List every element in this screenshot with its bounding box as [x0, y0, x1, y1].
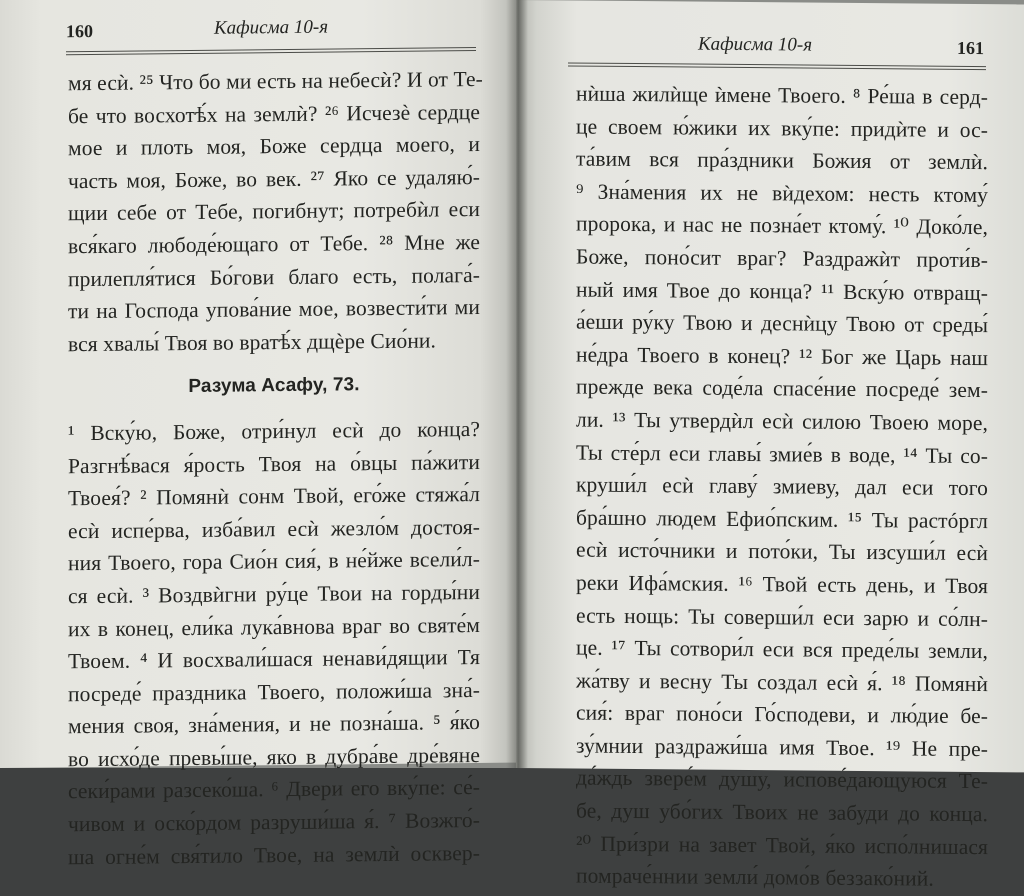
text-line: ния Твоего, гора Сио́н сия́, в не́йже всели́л-: [68, 547, 480, 576]
text-line: бра́шно людем Ефио́пским. ¹⁵ Ты растóргл: [576, 505, 988, 533]
text-line: це. ¹⁷ Ты сотвори́л еси вся преде́лы земли,: [576, 635, 988, 664]
right-page-body: [576, 78, 988, 896]
text-line: сия́: враг поно́си Го́сподеви, и лю́дие бе-: [576, 700, 988, 729]
page-number: 161: [957, 37, 984, 59]
text-line: посреде́ праздника Твоего, положи́ша зна́-: [68, 677, 480, 706]
text-line: Разгнѣ́вася я́рость Твоя на о́вцы па́жити: [68, 449, 480, 478]
text-line: ся есѝ. ³ Воздвѝгни ру́це Твои на горды́ни: [68, 579, 480, 609]
running-title: Кафисма 10-я: [214, 16, 329, 39]
text-line: Ты сте́рл еси главы́ змие́в в воде, ¹⁴ Ты со-: [576, 440, 988, 468]
text-line: есѝ исто́чники и пото́ки, Ты изсуши́л есѝ: [576, 537, 988, 566]
text-line: во исхо́де превы́ше, яко в дубра́ве дре́вяне: [68, 742, 480, 772]
text-line: ⁹ Зна́мения их не вѝдехом: несть ктому́: [576, 179, 988, 207]
text-line: их в конец, ели́ка лука́внова враг во святе́м: [68, 612, 480, 641]
text-line: зу́мнии раздражи́ша имя Твое. ¹⁹ Не пре-: [576, 733, 988, 761]
text-line: жа́тву и весну Ты создал есѝ я́. ¹⁸ Помянѝ: [576, 668, 988, 696]
text-line: не́дра Твоего в конец? ¹² Бог же Царь наш: [576, 342, 988, 370]
text-line: ¹ Вску́ю, Боже, отри́нул есѝ до конца?: [68, 416, 480, 446]
text-line: а́еши ру́ку Твою и деснѝцу Твою от среды́: [576, 309, 988, 338]
text-line: да́ждь звере́м душу, испове́дающуюся Те-: [576, 765, 988, 794]
left-page-header: [66, 13, 474, 47]
text-line: Боже, поно́сит враг? Раздражѝт проти́в-: [576, 244, 988, 273]
text-line: есть нощь: Ты соверши́л еси зарю и со́лн-: [576, 603, 988, 631]
text-line: ²⁰ При́зри на завет Твой, я́ко испо́лнишася: [576, 831, 988, 859]
text-line: ти на Господа упова́ние мое, возвести́ти ми: [68, 295, 480, 324]
text-line: Твоея́? ² Помянѝ сонм Твой, его́же стяжа́л: [68, 482, 480, 511]
psalm-heading: Разума Асафу, 73.: [188, 374, 360, 398]
right-page: [516, 0, 1024, 891]
text-line: нѝша жилѝще ѝмене Твоего. ⁸ Ре́ша в серд-: [576, 81, 988, 110]
text-line: вся хвалы́ Твоя во вратѣ́х дщѐре Сио́ни.: [68, 328, 437, 357]
text-line: вся́каго любоде́ющаго от Тебе. ²⁸ Мне же: [68, 229, 480, 259]
header-rule: [568, 62, 986, 70]
text-line: помраче́ннии земли́ домо́в беззако́ний.: [576, 863, 934, 891]
text-line: бе что восхотѣ́х на землѝ? ²⁶ Исчезѐ сердце: [68, 99, 480, 128]
left-page: [0, 0, 516, 869]
text-line: прилепля́тися Бо́гови благо есть, полага́-: [68, 262, 480, 291]
text-line: есѝ испе́рва, изба́вил есѝ жезло́м достоя-: [68, 514, 480, 544]
text-line: мое и плоть моя, Боже сердца моего, и: [68, 132, 480, 161]
running-title: Кафисма 10-я: [698, 33, 813, 56]
text-line: щии себе от Тебе, погибнут; потребѝл еси: [68, 197, 480, 226]
text-line: мения своя, зна́мения, и не позна́ша. ⁵ я́ко: [68, 710, 480, 739]
text-line: Твоем. ⁴ И восхвали́шася ненави́дящии Тя: [68, 645, 480, 674]
page-number: 160: [66, 21, 93, 42]
header-rule: [66, 47, 476, 55]
text-line: ный имя Твое до конца? ¹¹ Вску́ю отвращ-: [576, 277, 988, 305]
right-page-header: [572, 30, 984, 64]
text-line: круши́л есѝ главу́ змиеву, дал еси того: [576, 472, 988, 501]
text-line: та́вим вся пра́здники Божия от землѝ.: [576, 146, 988, 175]
left-page-body: [68, 63, 483, 874]
text-line: пророка, и нас не позна́ет ктому́. ¹⁰ Доко́ле,: [576, 211, 988, 240]
text-line: це своем ю́жики их вку́пе: придѝте и ос-: [576, 114, 988, 142]
text-line: мя есѝ. ²⁵ Что бо ми есть на небесѝ? И от Те-: [68, 66, 483, 96]
text-line: бе, душ убо́гих Твоих не забуди до конца.: [576, 798, 988, 827]
text-line: реки Ифа́мския. ¹⁶ Твой есть день, и Твоя: [576, 570, 988, 599]
text-line: ша огне́м свя́тило Твое, на землѝ осквер-: [68, 840, 480, 869]
text-line: чивом и оско́рдом разруши́ша я́. ⁷ Возжго́-: [68, 808, 480, 837]
text-line: часть моя, Боже, во век. ²⁷ Яко се удаляю́-: [68, 164, 480, 194]
text-line: секи́рами разсеко́ша. ⁶ Двери его вку́пе: се́-: [68, 775, 480, 804]
text-line: ли. ¹³ Ты утвердѝл есѝ силою Твоею море,: [576, 407, 988, 436]
text-line: прежде века соде́ла спасе́ние посреде́ зем-: [576, 374, 988, 403]
